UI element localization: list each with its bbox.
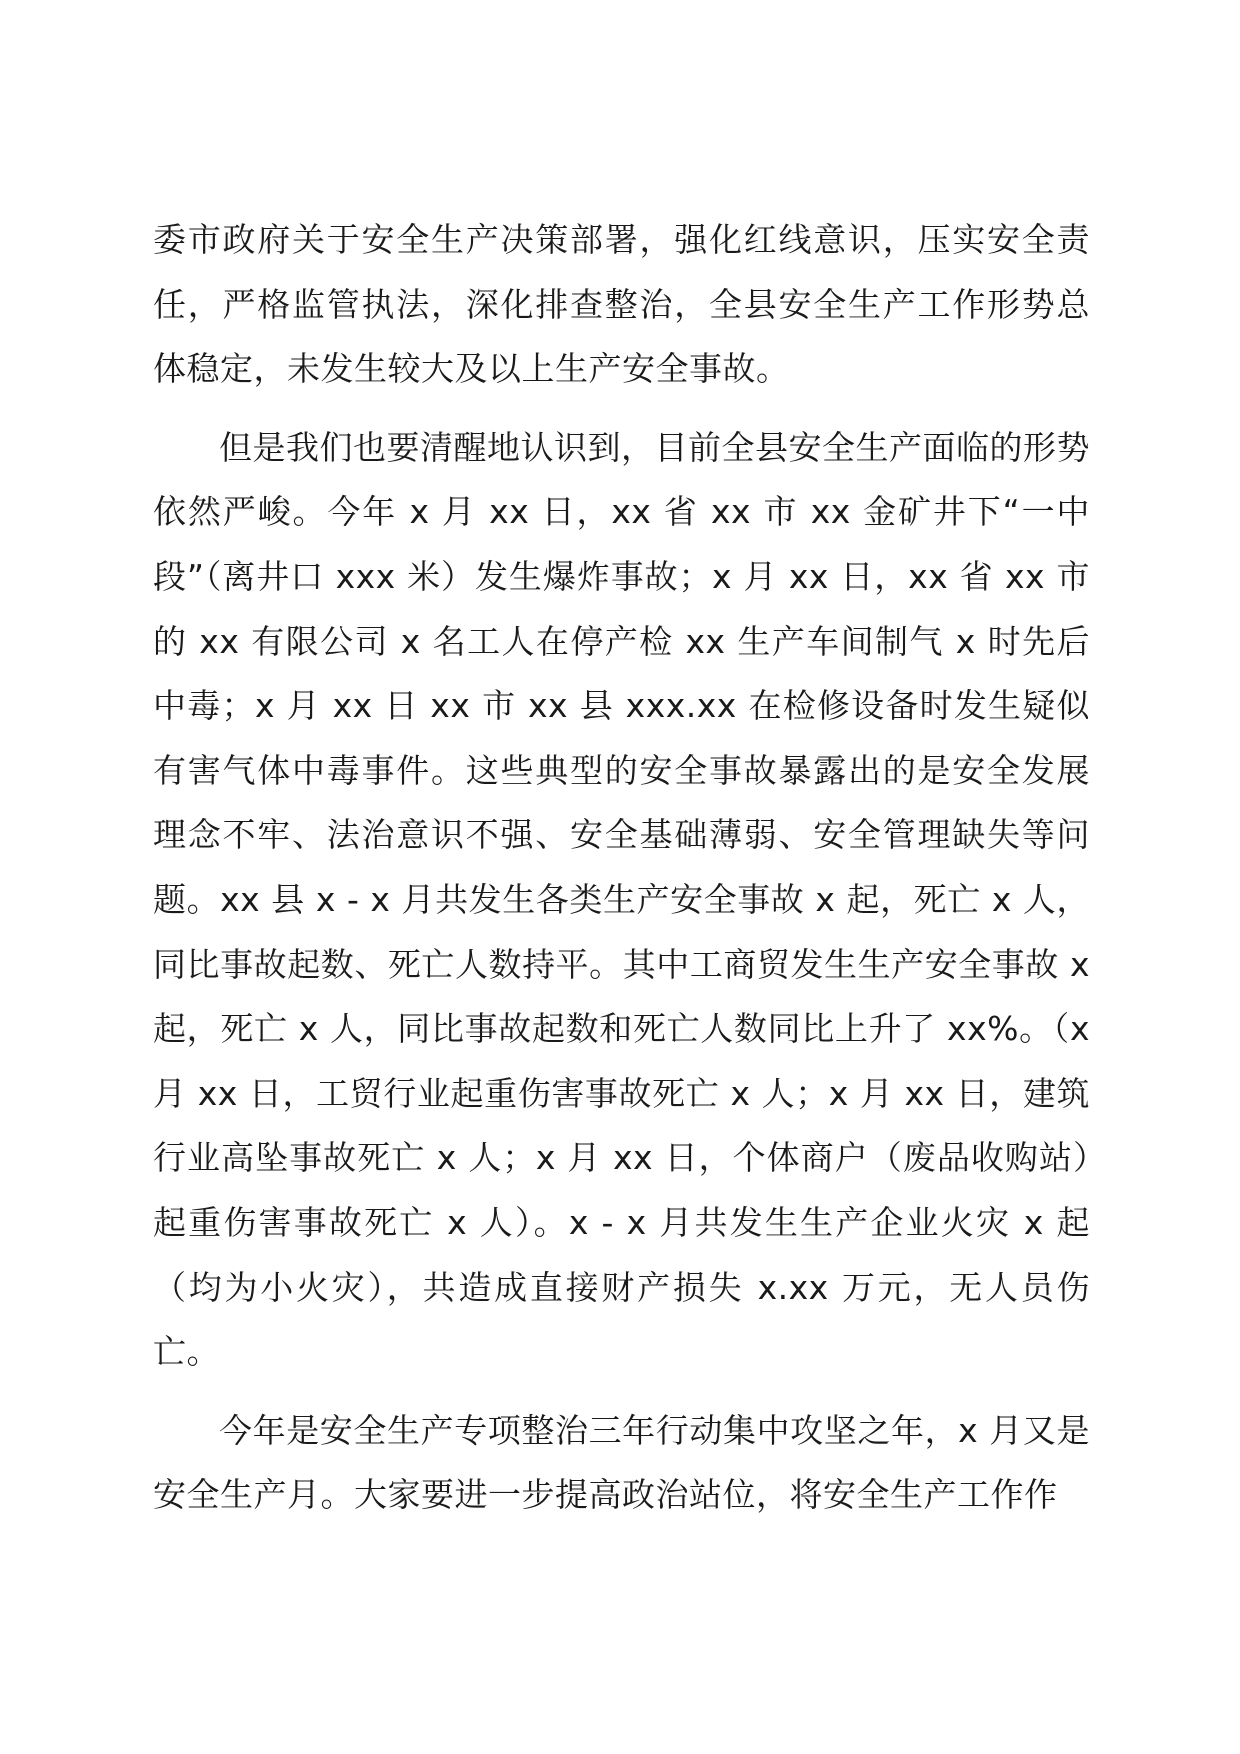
paragraph-1: 委市政府关于安全生产决策部署，强化红线意识，压实安全责任，严格监管执法，深化排查整治，全县安全生产工作形势总体稳定，未发生较大及以上生产安全事故。 (153, 220, 1090, 389)
document-body (153, 208, 1090, 1528)
paragraph-2: 但是我们也要清醒地认识到，目前全县安全生产面临的形势依然严峻。今年 x 月 xx 日，xx 省 xx 市 xx 金矿井下“一中段”（离井口 xxx 米）发生爆炸事故；x 月 xx 日，xx 省 xx 市的 xx 有限公司 x 名工人在停产检 xx 生产车间制气 x 时先后中毒；x 月 xx 日 xx 市 xx 县 xxx.xx 在检修设备时发生疑似有害气体中毒事件。这些典型的安全事故暴露出的是安全发展理念不牢、法治意识不强、安全基础薄弱、安全管理缺失等问题。xx 县 x - x 月共发生各类生产安全事故 x 起，死亡 x 人，同比事故起数、死亡人数持平。其中工商贸发生生产安全事故 x 起，死亡 x 人，同比事故起数和死亡人数同比上升了 xx%。（x 月 xx 日，工贸行业起重伤害事故死亡 x 人；x 月 xx 日，建筑行业高坠事故死亡 x 人；x 月 xx 日，个体商户（废品收购站）起重伤害事故死亡 x 人）。x - x 月共发生生产企业火灾 x 起（均为小火灾），共造成直接财产损失 x.xx 万元，无人员伤亡。 (153, 427, 1090, 1372)
paragraph-3: 今年是安全生产专项整治三年行动集中攻坚之年，x 月又是安全生产月。大家要进一步提高政治站位，将安全生产工作作 (153, 1410, 1090, 1515)
